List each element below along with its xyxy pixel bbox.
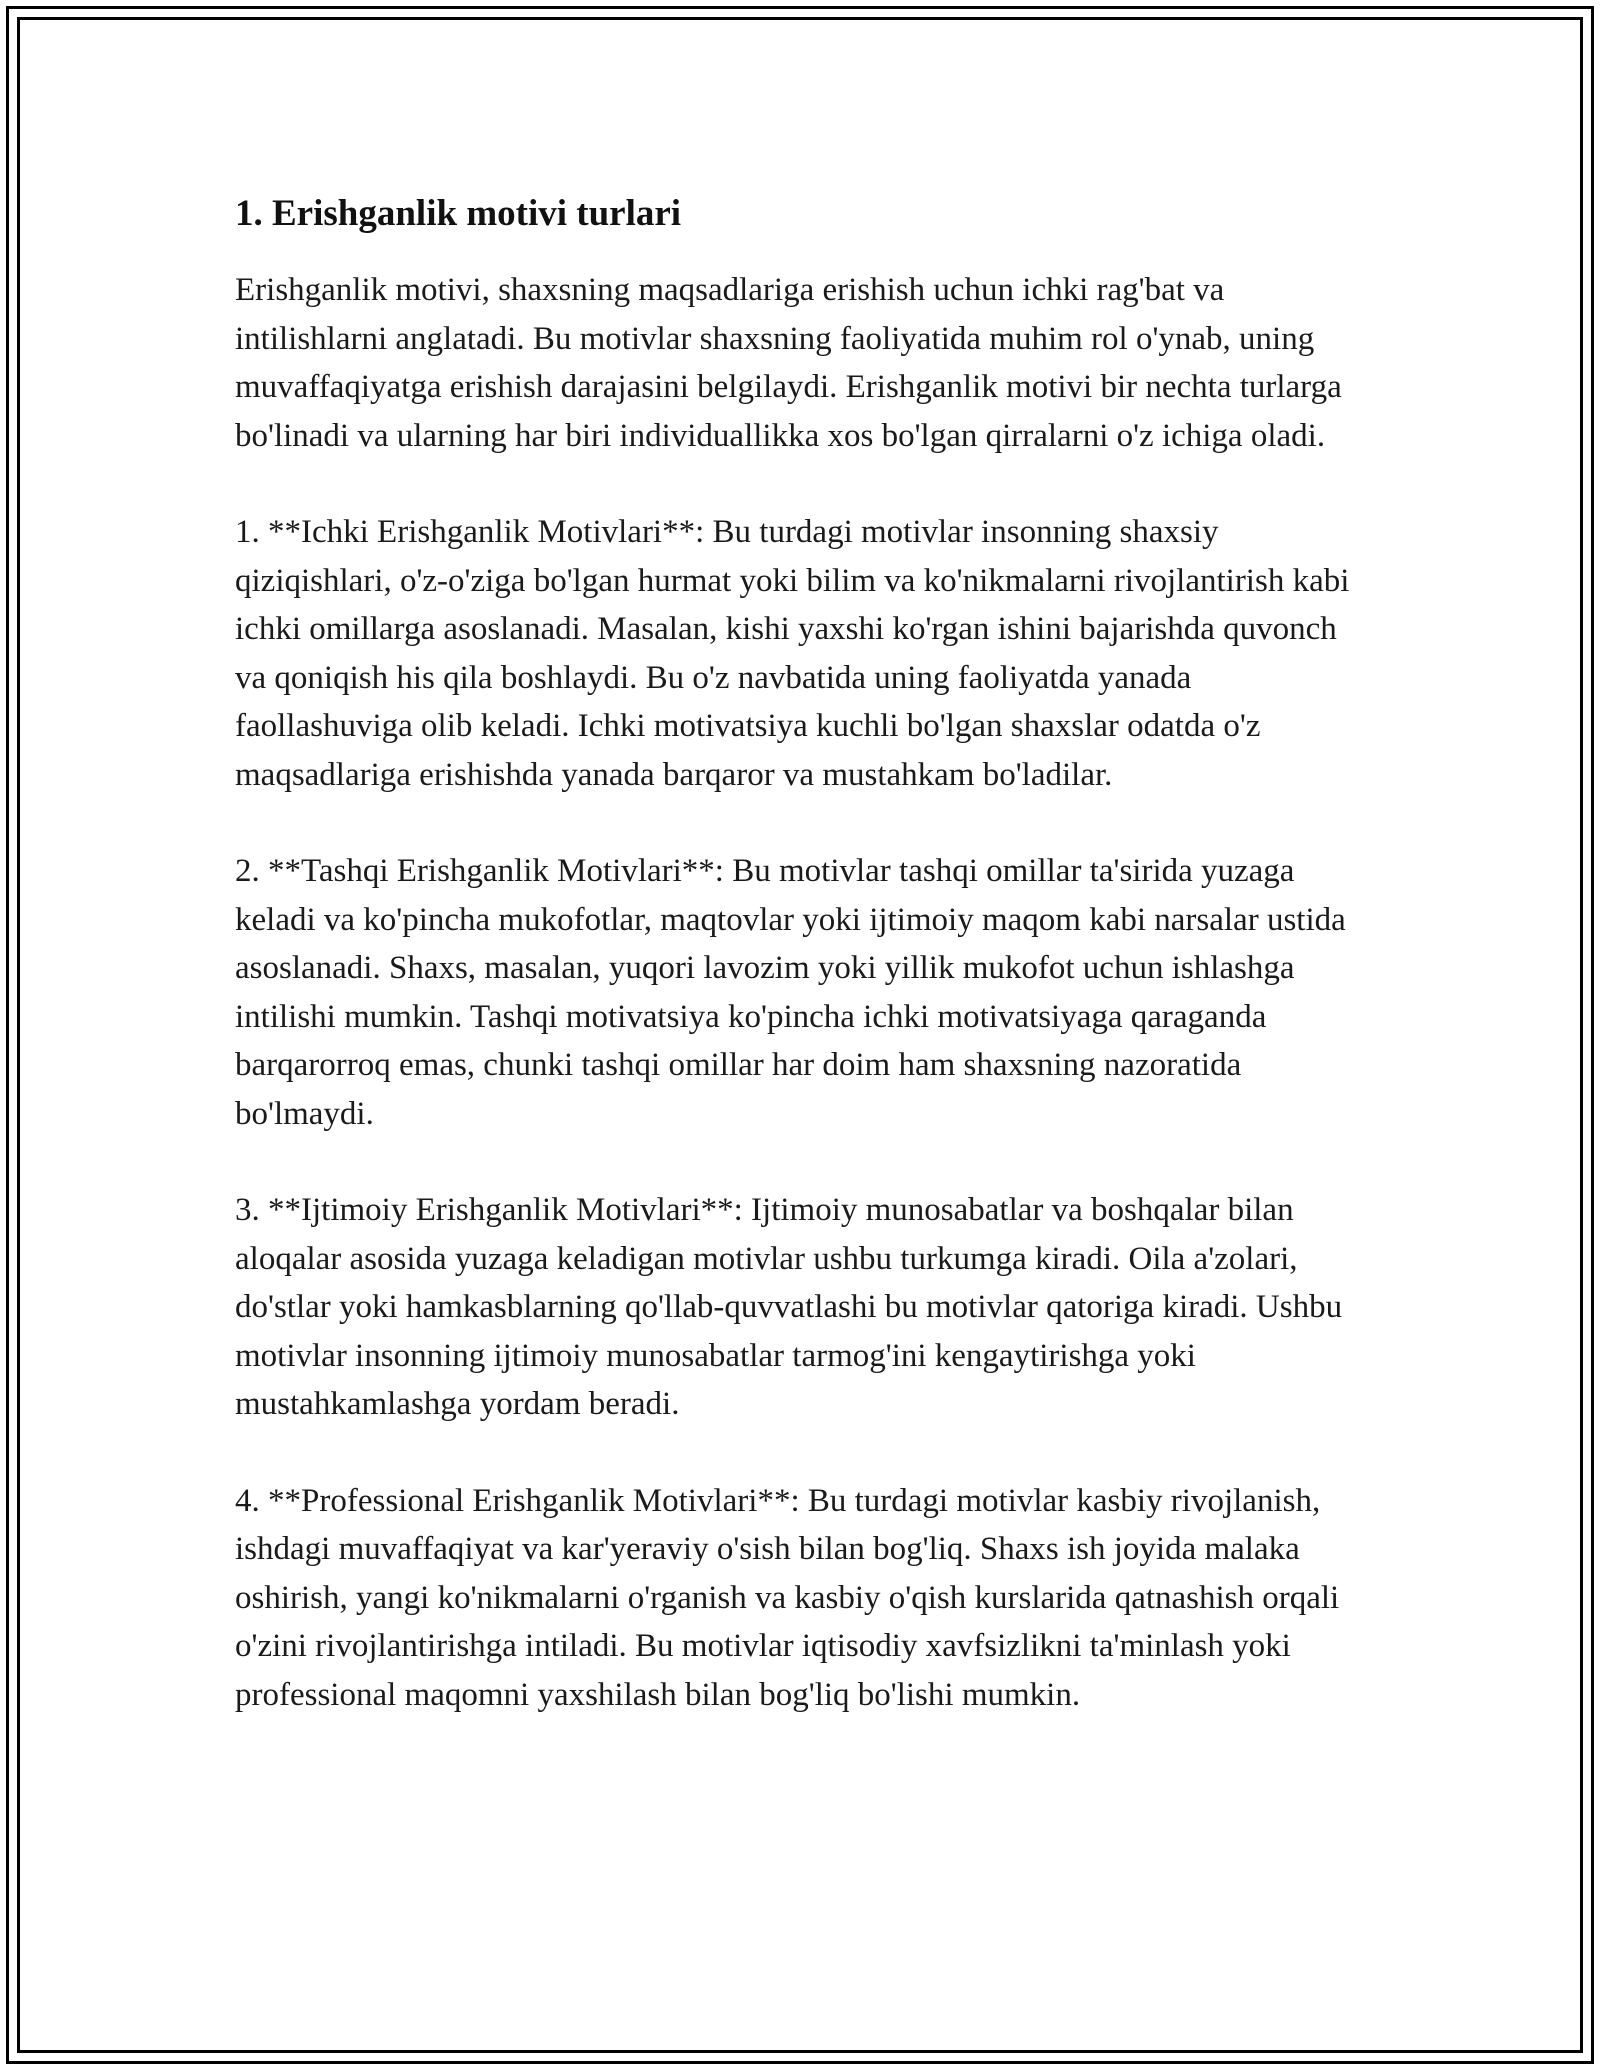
paragraph-professional-motives: 4. **Professional Erishganlik Motivlari**: Bu turdagi motivlar kasbiy rivojlanish, ishdagi muvaffaqiyat va kar'yeraviy o'sish bilan bog'liq. Shaxs ish joyida malaka oshirish, yangi ko'nikmalarni o'rganish va kasbiy o'qish kurslarida qatnashish orqali o'zini rivojlantirishga intiladi. Bu motivlar iqtisodiy xavfsizlikni ta'minlash yoki professional maqomni yaxshilash bilan bog'liq bo'lishi mumkin.	[235, 1482, 1340, 1713]
paragraph-external-motives: 2. **Tashqi Erishganlik Motivlari**: Bu motivlar tashqi omillar ta'sirida yuzaga keladi va ko'pincha mukofotlar, maqtovlar yoki ijtimoiy maqom kabi narsalar ustida asoslanadi. Shaxs, masalan, yuqori lavozim yoki yillik mukofot uchun ishlashga intilishi mumkin. Tashqi motivatsiya ko'pincha ichki motivatsiyaga qaraganda barqarorroq emas, chunki tashqi omillar har doim ham shaxsning nazoratida bo'lmaydi.	[235, 853, 1346, 1132]
paragraph-internal-motives: 1. **Ichki Erishganlik Motivlari**: Bu turdagi motivlar insonning shaxsiy qiziqishlari, o'z-o'ziga bo'lgan hurmat yoki bilim va ko'nikmalarni rivojlantirish kabi ichki omillarga asoslanadi. Masalan, kishi yaxshi ko'rgan ishini bajarishda quvonch va qoniqish his qila boshlaydi. Bu o'z navbatida uning faoliyatda yanada faollashuviga olib keladi. Ichki motivatsiya kuchli bo'lgan shaxslar odatda o'z maqsadlariga erishishda yanada barqaror va mustahkam bo'ladilar.	[235, 514, 1350, 793]
document-body	[235, 188, 1375, 1767]
section-heading: 1. Erishganlik motivi turlari	[235, 193, 682, 234]
intro-paragraph: Erishganlik motivi, shaxsning maqsadlariga erishish uchun ichki rag'bat va intilishlarni anglatadi. Bu motivlar shaxsning faoliyatida muhim rol o'ynab, uning muvaffaqiyatga erishish darajasini belgilaydi. Erishganlik motivi bir nechta turlarga bo'linadi va ularning har biri individuallikka xos bo'lgan qirralarni o'z ichiga oladi.	[235, 272, 1342, 454]
paragraph-social-motives: 3. **Ijtimoiy Erishganlik Motivlari**: Ijtimoiy munosabatlar va boshqalar bilan aloqalar asosida yuzaga keladigan motivlar ushbu turkumga kiradi. Oila a'zolari, do'stlar yoki hamkasblarning qo'llab-quvvatlashi bu motivlar qatoriga kiradi. Ushbu motivlar insonning ijtimoiy munosabatlar tarmog'ini kengaytirishga yoki mustahkamlashga yordam beradi.	[235, 1192, 1343, 1422]
